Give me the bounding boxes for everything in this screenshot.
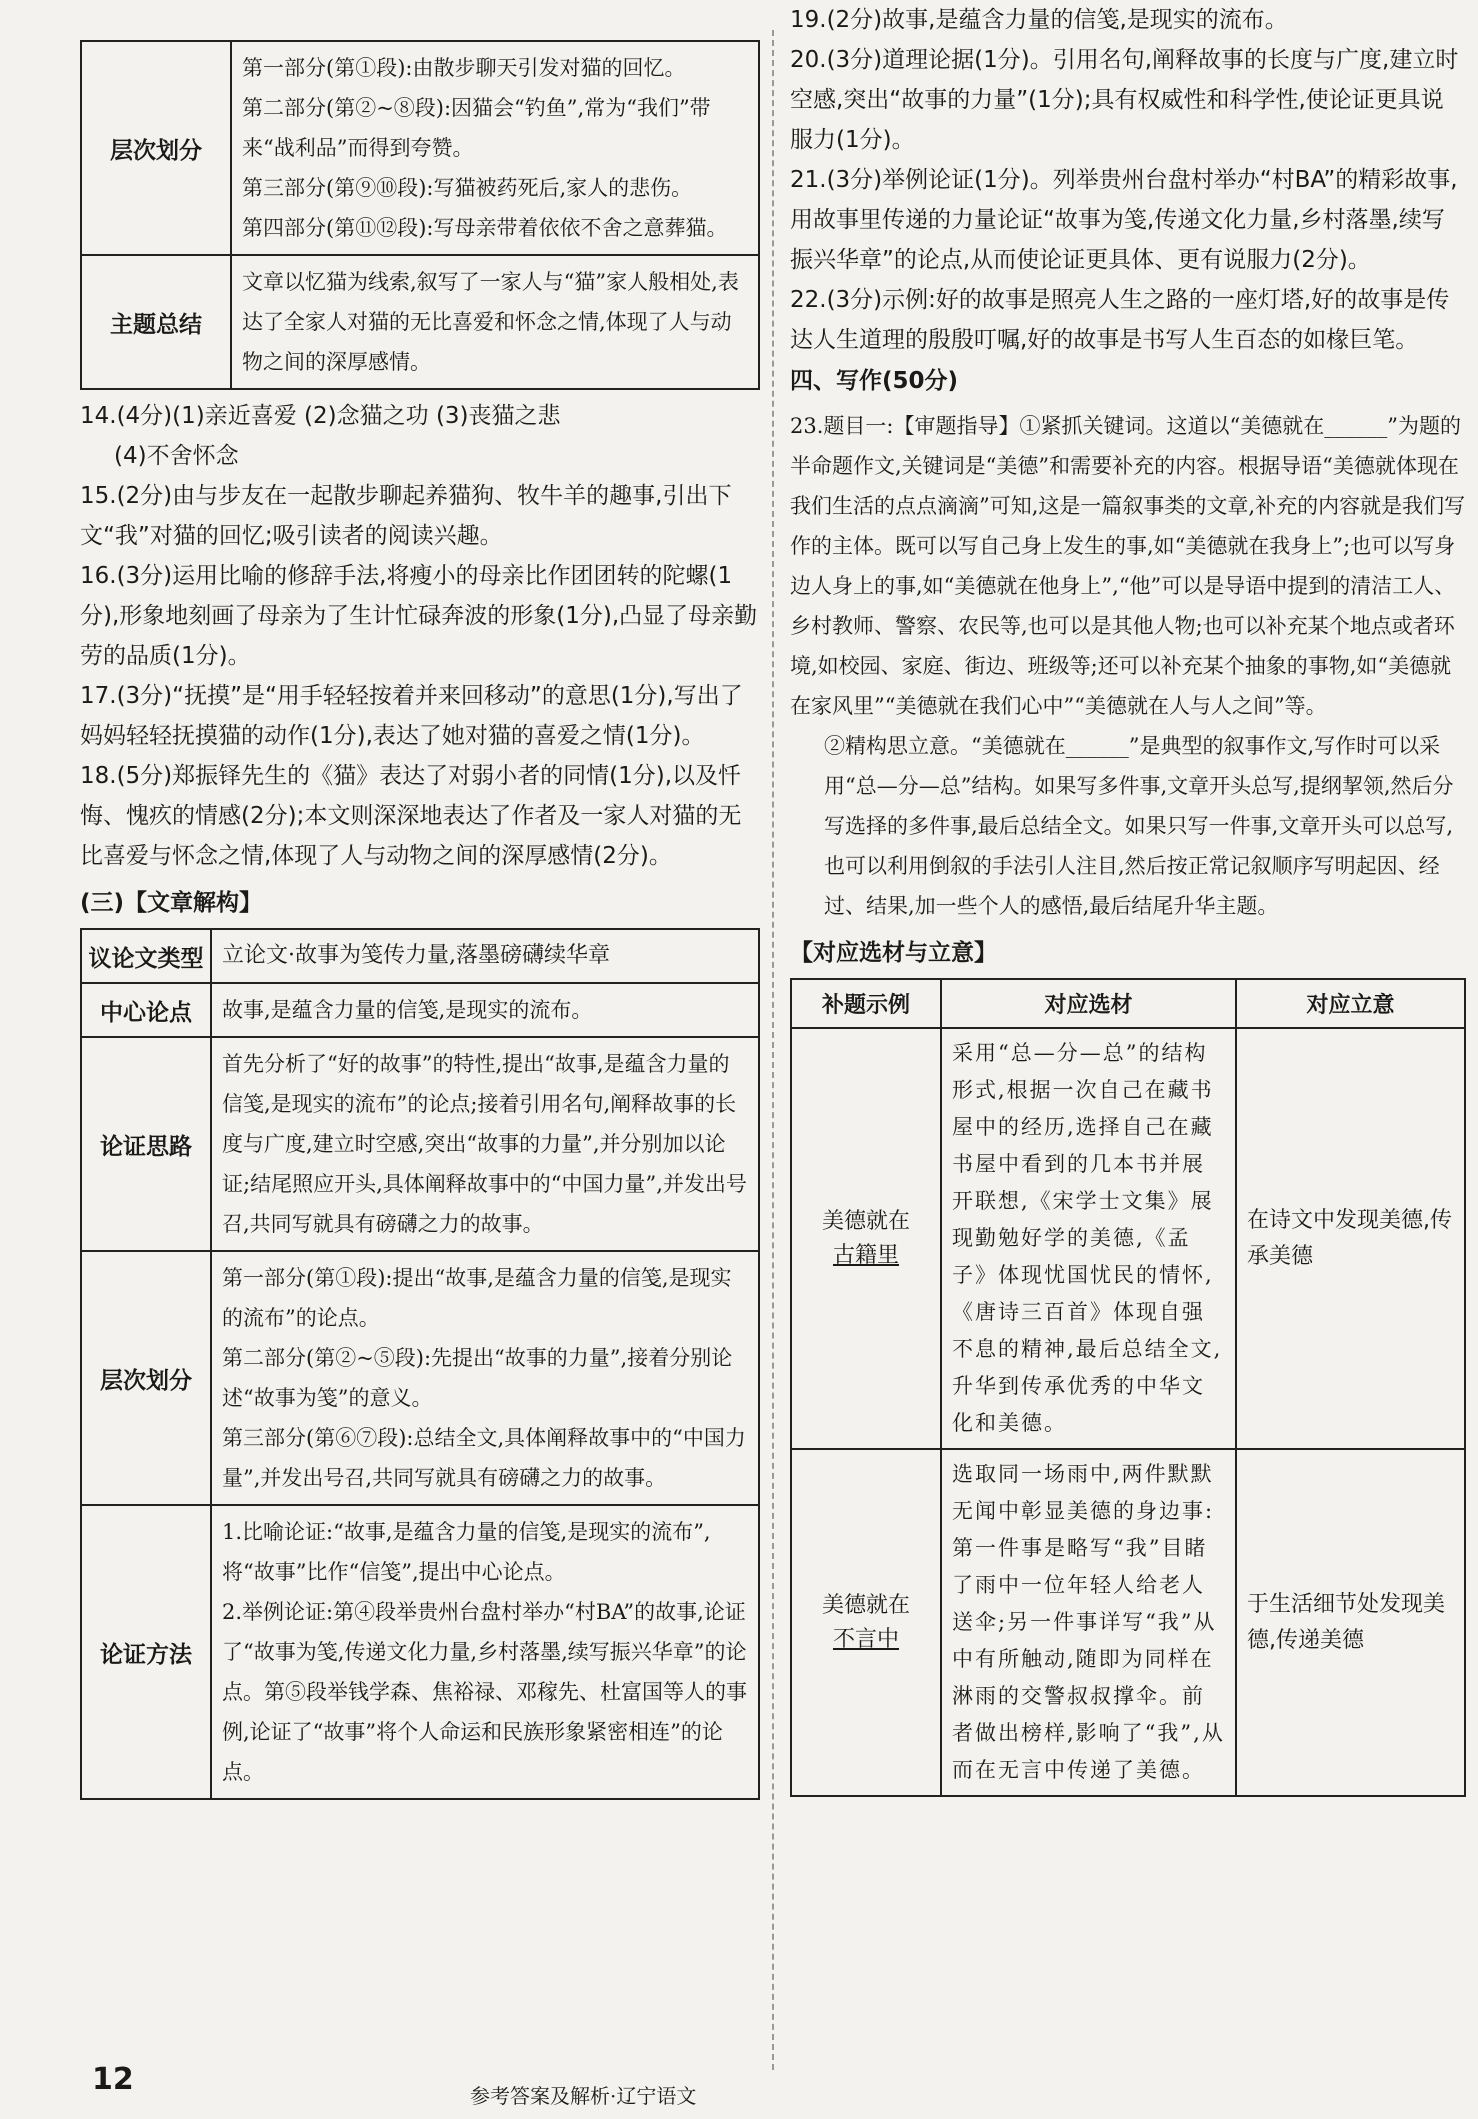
paragraph: 文章以忆猫为线索,叙写了一家人与“猫”家人般相处,表达了全家人对猫的无比喜爱和怀念之情,体现了人与动物之间的深厚感情。 bbox=[242, 270, 739, 374]
row-content bbox=[211, 1251, 759, 1505]
answer-18: 18.(5分)郑振铎先生的《猫》表达了对弱小者的同情(1分),以及忏悔、愧疚的情感(2分);本文则深深地表达了作者及一家人对猫的无比喜爱与怀念之情,体现了人与动物之间的深厚感情(2分)。 bbox=[80, 763, 742, 869]
q23-p2: ②精构思立意。“美德就在______”是典型的叙事作文,写作时可以采用“总—分—总”结构。如果写多件事,文章开头总写,提纲挈领,然后分写选择的多件事,最后总结全文。如果只写一件事,文章开头可以总写,也可以利用倒叙的手法引人注目,然后按正常记叙顺序写明起因、经过、结果,加一些个人的感悟,最后结尾升华主题。 bbox=[824, 734, 1454, 918]
answer-15: 15.(2分)由与步友在一起散步聊起养猫狗、牧牛羊的趣事,引出下文“我”对猫的回忆;吸引读者的阅读兴趣。 bbox=[80, 483, 732, 549]
table-header-row bbox=[791, 979, 1465, 1028]
table-row bbox=[81, 1037, 759, 1251]
row-content bbox=[231, 41, 759, 255]
paragraph: 第一部分(第①段):提出“故事,是蕴含力量的信笺,是现实的流布”的论点。 bbox=[222, 1266, 732, 1330]
structure-table-2 bbox=[80, 928, 760, 1800]
q23-lead: 23.题目一:【审题指导】①紧抓关键词。这道以“美德就在______”为题的半命题作文,关键词是“美德”和需要补充的内容。根据导语“美德就体现在我们生活的点点滴滴”可知,这是一篇叙事类的文章,补充的内容就是我们写作的主体。既可以写自己身上发生的事,如“美德就在我身上”;也可以写身边人身上的事,如“美德就在他身上”,“他”可以是导语中提到的清洁工人、乡村教师、警察、农民等,也可以是其他人物;也可以补充某个地点或者环境,如校园、家庭、街边、班级等;还可以补充某个抽象的事物,如“美德就在家风里”“美德就在我们心中”“美德就在人与人之间”等。 bbox=[790, 414, 1466, 718]
row-content bbox=[231, 255, 759, 389]
answer-17: 17.(3分)“抚摸”是“用手轻轻按着并来回移动”的意思(1分),写出了妈妈轻轻抚摸猫的动作(1分),表达了她对猫的喜爱之情(1分)。 bbox=[80, 683, 743, 749]
paragraph: 第三部分(第⑨⑩段):写猫被药死后,家人的悲伤。 bbox=[242, 176, 693, 200]
page-number: 12 bbox=[92, 2062, 134, 2097]
answer-20: 20.(3分)道理论据(1分)。引用名句,阐释故事的长度与广度,建立时空感,突出“故事的力量”(1分);具有权威性和科学性,使论证更具说服力(1分)。 bbox=[790, 47, 1459, 153]
topic-cell bbox=[791, 1449, 941, 1796]
column-header: 对应选材 bbox=[941, 979, 1236, 1028]
table-row bbox=[81, 983, 759, 1037]
topic-prefix: 美德就在 bbox=[821, 1592, 910, 1618]
writing-heading: 四、写作(50分) bbox=[790, 368, 959, 394]
paragraph: 第四部分(第⑪⑫段):写母亲带着依依不舍之意葬猫。 bbox=[242, 216, 728, 240]
row-content bbox=[211, 1505, 759, 1799]
paragraph: 第一部分(第①段):由散步聊天引发对猫的回忆。 bbox=[242, 56, 686, 80]
table-row bbox=[81, 1251, 759, 1505]
left-column bbox=[80, 40, 760, 1800]
answers-19-22 bbox=[790, 0, 1466, 360]
row-content bbox=[211, 929, 759, 983]
right-column bbox=[790, 0, 1466, 1797]
table-row bbox=[81, 41, 759, 255]
material-cell: 选取同一场雨中,两件默默无闻中彰显美德的身边事:第一件事是略写“我”目睹了雨中一位年轻人给老人送伞;另一件事详写“我”从中有所触动,随即为同样在淋雨的交警叔叔撑伞。前者做出榜样,影响了“我”,从而在无言中传递了美德。 bbox=[941, 1449, 1236, 1796]
structure-table-1 bbox=[80, 40, 760, 390]
row-content bbox=[211, 1037, 759, 1251]
section-heading: (三)【文章解构】 bbox=[80, 890, 263, 916]
answers-14-18 bbox=[80, 396, 760, 876]
column-header: 补题示例 bbox=[791, 979, 941, 1028]
paragraph: 第二部分(第②~⑧段):因猫会“钓鱼”,常为“我们”带来“战利品”而得到夸赞。 bbox=[242, 96, 711, 160]
table-row bbox=[81, 255, 759, 389]
paragraph: 第二部分(第②~⑤段):先提出“故事的力量”,接着分别论述“故事为笺”的意义。 bbox=[222, 1346, 733, 1410]
table-row bbox=[791, 1028, 1465, 1449]
row-label: 主题总结 bbox=[81, 255, 231, 389]
topic-key: 不言中 bbox=[832, 1626, 899, 1652]
row-content bbox=[211, 983, 759, 1037]
material-table bbox=[790, 978, 1466, 1797]
sub-heading: 【对应选材与立意】 bbox=[790, 940, 997, 966]
column-divider bbox=[772, 30, 774, 2070]
paragraph: 第三部分(第⑥⑦段):总结全文,具体阐释故事中的“中国力量”,并发出号召,共同写就具有磅礴之力的故事。 bbox=[222, 1426, 746, 1490]
column-header: 对应立意 bbox=[1236, 979, 1465, 1028]
paragraph: 故事,是蕴含力量的信笺,是现实的流布。 bbox=[222, 998, 593, 1022]
row-label: 层次划分 bbox=[81, 1251, 211, 1505]
table-row bbox=[81, 1505, 759, 1799]
row-label: 中心论点 bbox=[81, 983, 211, 1037]
page-footer: 参考答案及解析·辽宁语文 bbox=[470, 2084, 697, 2108]
paragraph: 立论文·故事为笺传力量,落墨磅礴续华章 bbox=[222, 943, 610, 968]
table-row bbox=[81, 929, 759, 983]
answer-14: 14.(4分)(1)亲近喜爱 (2)念猫之功 (3)丧猫之悲 bbox=[80, 403, 561, 429]
row-label: 论证方法 bbox=[81, 1505, 211, 1799]
answer-22: 22.(3分)示例:好的故事是照亮人生之路的一座灯塔,好的故事是传达人生道理的殷殷叮嘱,好的故事是书写人生百态的如椽巨笔。 bbox=[790, 287, 1450, 353]
intent-cell: 在诗文中发现美德,传承美德 bbox=[1236, 1028, 1465, 1449]
table-row bbox=[791, 1449, 1465, 1796]
row-label: 论证思路 bbox=[81, 1037, 211, 1251]
paragraph: 2.举例论证:第④段举贵州台盘村举办“村BA”的故事,论证了“故事为笺,传递文化力量,乡村落墨,续写振兴华章”的论点。第⑤段举钱学森、焦裕禄、邓稼先、杜富国等人的事例,论证了“故事”将个人命运和民族形象紧密相连”的论点。 bbox=[222, 1600, 747, 1784]
paragraph: 1.比喻论证:“故事,是蕴含力量的信笺,是现实的流布”,将“故事”比作“信笺”,提出中心论点。 bbox=[222, 1520, 711, 1584]
answer-16: 16.(3分)运用比喻的修辞手法,将瘦小的母亲比作团团转的陀螺(1分),形象地刻画了母亲为了生计忙碌奔波的形象(1分),凸显了母亲勤劳的品质(1分)。 bbox=[80, 563, 758, 669]
answer-14-cont: (4)不舍怀念 bbox=[114, 443, 239, 469]
row-label: 层次划分 bbox=[81, 41, 231, 255]
row-label: 议论文类型 bbox=[81, 929, 211, 983]
material-cell: 采用“总—分—总”的结构形式,根据一次自己在藏书屋中的经历,选择自己在藏书屋中看到的几本书并展开联想,《宋学士文集》展现勤勉好学的美德,《孟子》体现忧国忧民的情怀,《唐诗三百首》体现自强不息的精神,最后总结全文,升华到传承优秀的中华文化和美德。 bbox=[941, 1028, 1236, 1449]
answer-21: 21.(3分)举例论证(1分)。列举贵州台盘村举办“村BA”的精彩故事,用故事里传递的力量论证“故事为笺,传递文化力量,乡村落墨,续写振兴华章”的论点,从而使论证更具体、更有说服力(2分)。 bbox=[790, 167, 1458, 273]
paragraph: 首先分析了“好的故事”的特性,提出“故事,是蕴含力量的信笺,是现实的流布”的论点;接着引用名句,阐释故事的长度与广度,建立时空感,突出“故事的力量”,并分别加以论证;结尾照应开头,具体阐释故事中的“中国力量”,并发出号召,共同写就具有磅礴之力的故事。 bbox=[222, 1052, 747, 1236]
answer-19: 19.(2分)故事,是蕴含力量的信笺,是现实的流布。 bbox=[790, 7, 1288, 33]
topic-prefix: 美德就在 bbox=[821, 1208, 910, 1234]
topic-key: 古籍里 bbox=[832, 1242, 899, 1268]
topic-cell bbox=[791, 1028, 941, 1449]
intent-cell: 于生活细节处发现美德,传递美德 bbox=[1236, 1449, 1465, 1796]
